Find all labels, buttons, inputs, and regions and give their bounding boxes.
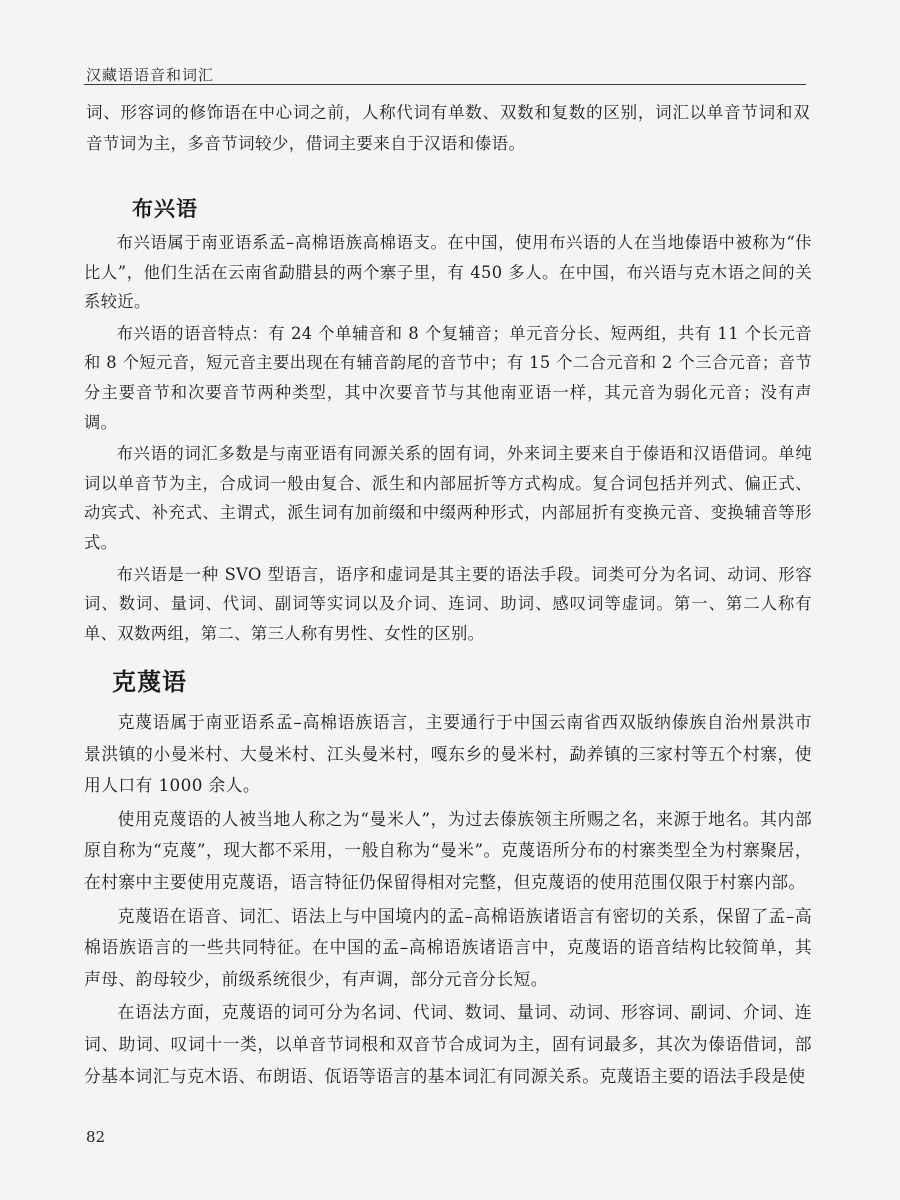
buxing-paragraph-1: 布兴语属于南亚语系孟–高棉语族高棉语支。在中国，使用布兴语的人在当地傣语中被称为“佧比人”，他们生活在云南省勐腊县的两个寨子里，有 450 多人。在中国，布兴语与克木语之间的关系较近。 [84,233,812,312]
buxing-paragraph-4: 布兴语是一种 SVO 型语言，语序和虚词是其主要的语法手段。词类可分为名词、动词、形容词、数词、量词、代词、副词等实词以及介词、连词、助词、感叹词等虚词。第一、第二人称有单、双数两组，第二、第三人称有男性、女性的区别。 [84,564,812,643]
kemie-paragraph-4: 在语法方面，克蔑语的词可分为名词、代词、数词、量词、动词、形容词、副词、介词、连词、助词、叹词十一类，以单音节词根和双音节合成词为主，固有词最多，其次为傣语借词，部分基本词汇与克木语、布朗语、佤语等语言的基本词汇有同源关系。克蔑语主要的语法手段是使 [84,1002,812,1086]
intro-paragraph-block [86,98,810,159]
running-title: 汉藏语语音和词汇 [86,66,215,84]
kemie-paragraph-1: 克蔑语属于南亚语系孟–高棉语族语言，主要通行于中国云南省西双版纳傣族自治州景洪市景洪镇的小曼米村、大曼米村、江头曼米村，嘎东乡的曼米村，勐养镇的三家村等五个村寨，使用人口有 1000 余人。 [84,712,812,796]
buxing-paragraph-2: 布兴语的语音特点：有 24 个单辅音和 8 个复辅音；单元音分长、短两组，共有 11 个长元音和 8 个短元音，短元音主要出现在有辅音韵尾的音节中；有 15 个二合元音和 2 个三合元音；音节分主要音节和次要音节两种类型，其中次要音节与其他南亚语一样，其元音为弱化元音；没有声调。 [84,323,812,432]
page-number: 82 [86,1128,106,1146]
header-rule [84,84,806,85]
kemie-paragraph-2: 使用克蔑语的人被当地人称之为“曼米人”，为过去傣族领主所赐之名，来源于地名。其内部原自称为“克蔑”，现大都不采用，一般自称为“曼米”。克蔑语所分布的村寨类型全为村寨聚居，在村寨中主要使用克蔑语，语言特征仍保留得相对完整，但克蔑语的使用范围仅限于村寨内部。 [84,808,812,892]
buxing-section-body [84,228,812,648]
section-heading-buxing: 布兴语 [132,197,198,221]
kemie-section-body [84,707,812,1092]
intro-paragraph: 词、形容词的修饰语在中心词之前，人称代词有单数、双数和复数的区别，词汇以单音节词和双音节词为主，多音节词较少，借词主要来自于汉语和傣语。 [86,103,810,153]
kemie-paragraph-3: 克蔑语在语音、词汇、语法上与中国境内的孟–高棉语族诸语言有密切的关系，保留了孟–高棉语族语言的一些共同特征。在中国的孟–高棉语族诸语言中，克蔑语的语音结构比较简单，其声母、韵母较少，前级系统很少，有声调，部分元音分长短。 [84,905,812,989]
buxing-paragraph-3: 布兴语的词汇多数是与南亚语有同源关系的固有词，外来词主要来自于傣语和汉语借词。单纯词以单音节为主，合成词一般由复合、派生和内部屈折等方式构成。复合词包括并列式、偏正式、动宾式、补充式、主谓式，派生词有加前缀和中缀两种形式，内部屈折有变换元音、变换辅音等形式。 [84,444,812,552]
section-heading-kemie: 克蔑语 [112,668,187,696]
